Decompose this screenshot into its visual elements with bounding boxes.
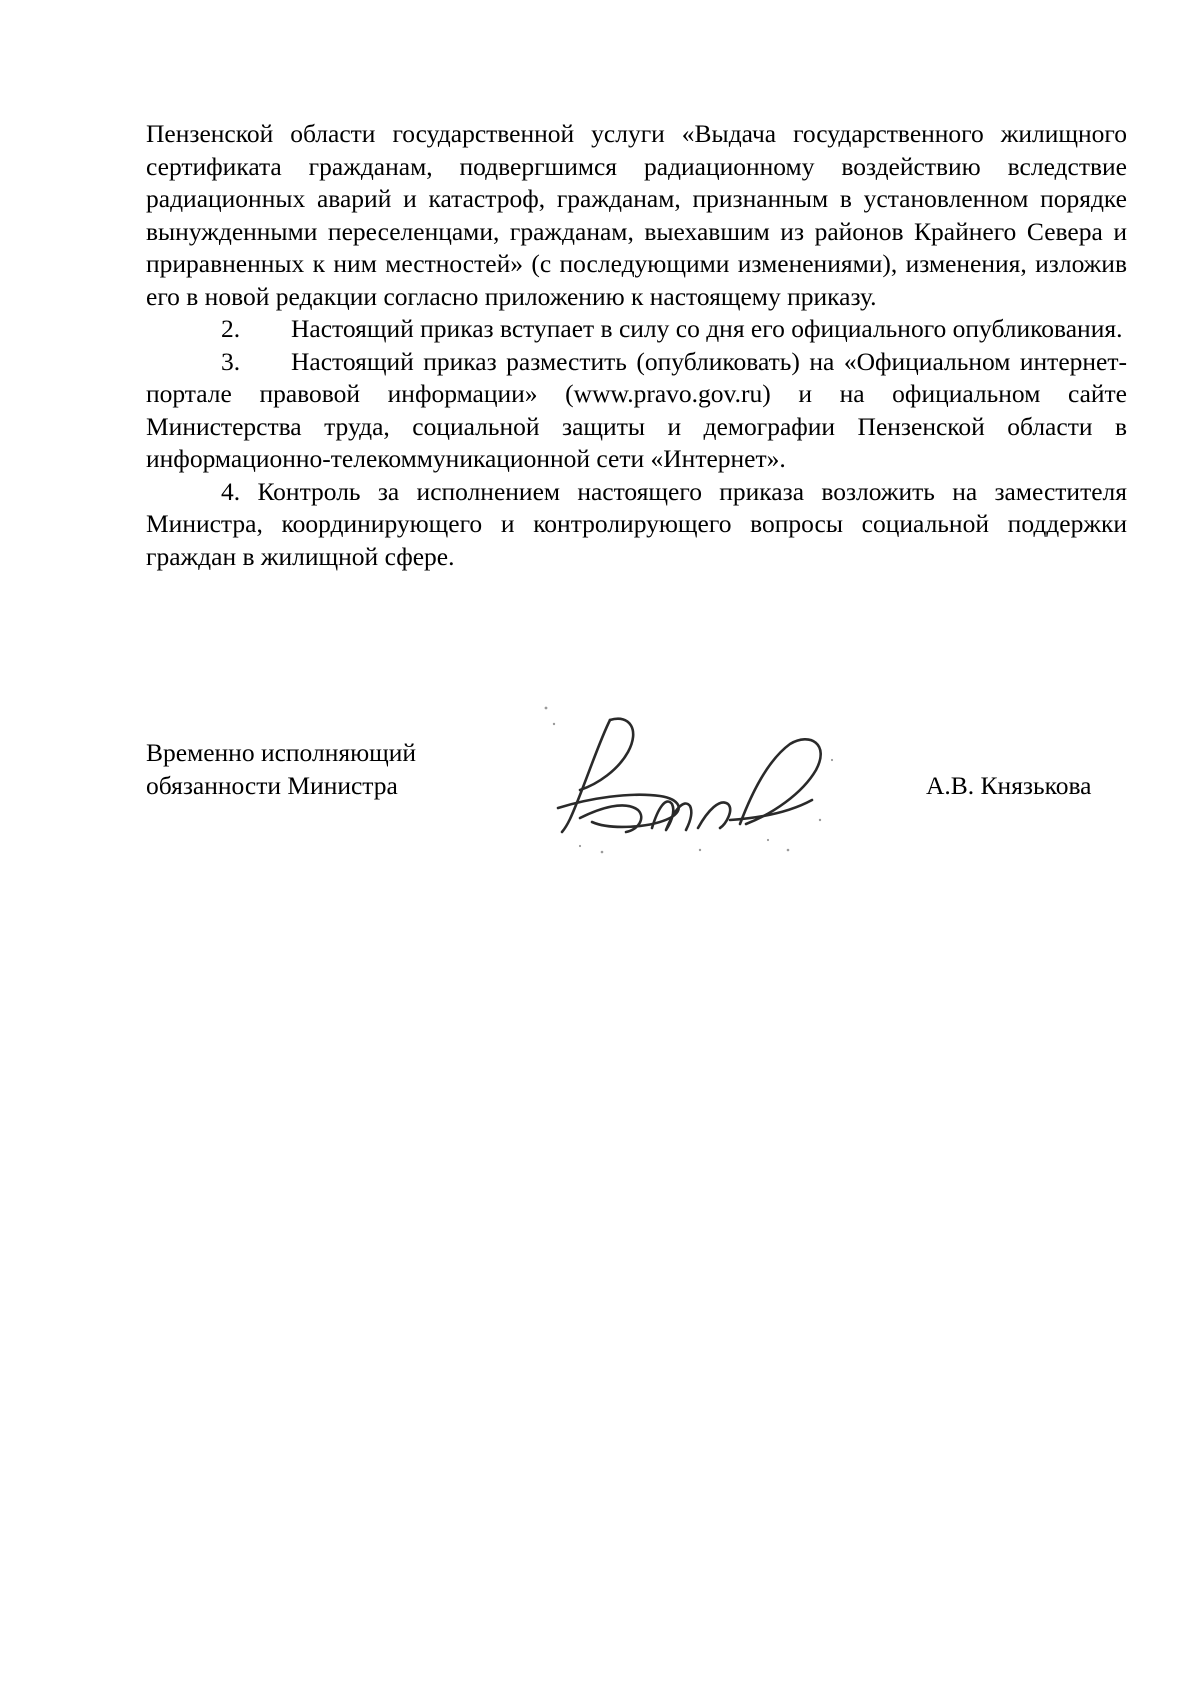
item-number: 2. [221,314,241,343]
signer-position [146,737,416,802]
signer-position-line1: Временно исполняющий [146,738,417,767]
list-item [146,346,1127,476]
signer-position-line2: обязанности Министра [146,770,398,800]
handwritten-signature [540,700,840,860]
document-body [146,118,1127,573]
list-item [146,313,1127,346]
item-text: Настоящий приказ разместить (опубликовать) на «Официальном интернет-портале правовой информации» (www.pravo.gov.ru) и на официальном сайте Министерства труда, социальной защиты и демографии Пензенской области в информационно-телекоммуникационной сети «Интернет». [146,346,1127,473]
item-number: 4. [221,476,241,506]
list-item [146,476,1127,574]
item-text: Контроль за исполнением настоящего приказа возложить на заместителя Министра, координирующего и контролирующего вопросы социальной поддержки граждан в жилищной сфере. [146,476,1127,571]
item-text: Настоящий приказ вступает в силу со дня его официального опубликования. [291,314,1123,343]
item-number: 3. [221,346,241,376]
signer-name: А.В. Князькова [926,771,1092,800]
paragraph-intro: Пензенской области государственной услуги «Выдача государственного жилищного сертификата гражданам, подвергшимся радиационному воздействию вследствие радиационных аварий и катастроф, гражданам, признанным в установленном порядке вынужденными переселенцами, гражданам, выехавшим из районов Крайнего Севера и приравненных к ним местностей» (с последующими изменениями), изменения, изложив его в новой редакции согласно приложению к настоящему приказу. [146,119,1127,311]
